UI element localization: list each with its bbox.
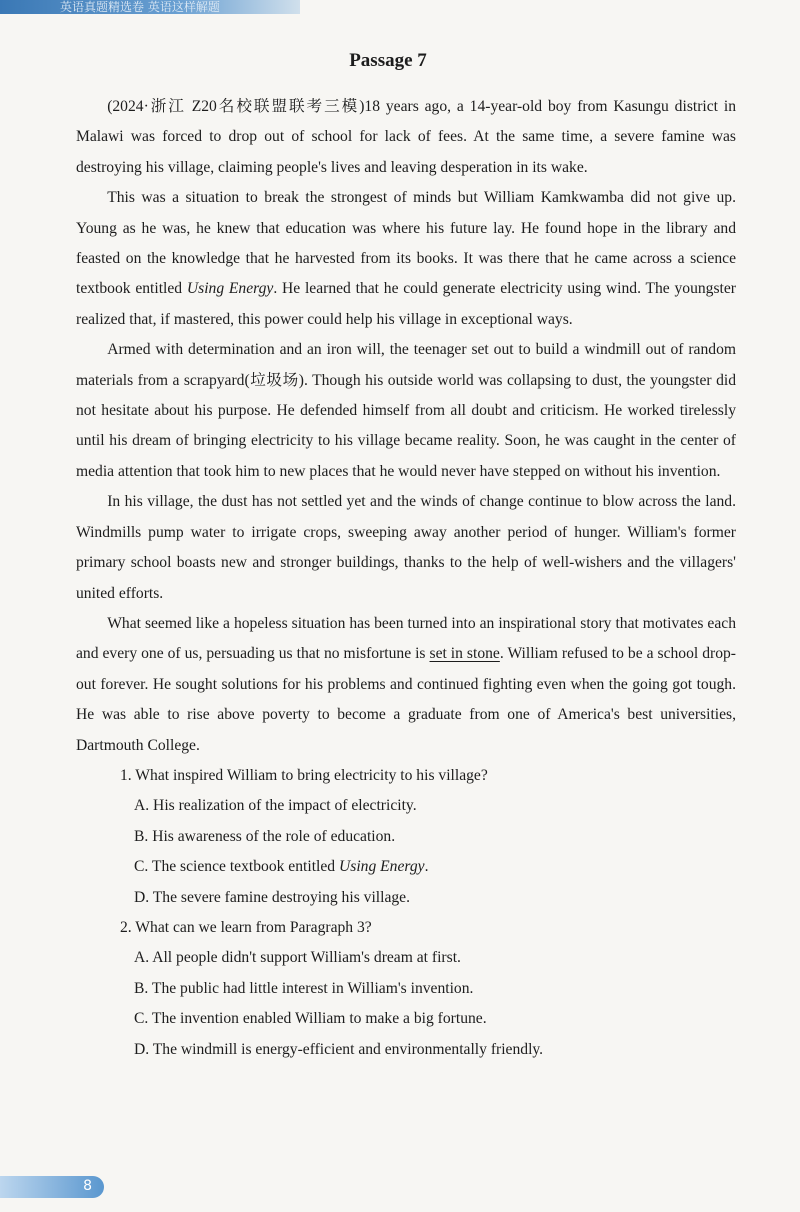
paragraph-5-after: . William refused to be a school drop-out forever. He sought solutions for his problems and continued fighting even when the going got tough. He was able to rise above poverty to become a graduate from one of America's best universities, Dartmouth College. bbox=[76, 645, 736, 754]
question-2-option-c[interactable]: C. The invention enabled William to make a big fortune. bbox=[134, 1010, 487, 1028]
paragraph-2-text-end: . He learned that he could generate electricity using wind. The youngster realized that, if mastered, this power could help his village in exceptional ways. bbox=[76, 280, 736, 328]
question-2-option-a[interactable]: A. All people didn't support William's dream at first. bbox=[134, 949, 461, 967]
underlined-phrase: set in stone bbox=[429, 645, 500, 663]
page-number-tab bbox=[0, 1176, 104, 1198]
question-1-option-c-text: C. The science textbook entitled bbox=[134, 858, 339, 876]
question-1-option-c-title: Using Energy bbox=[338, 858, 425, 876]
question-1-option-c[interactable] bbox=[76, 852, 736, 882]
question-1-option-a[interactable]: A. His realization of the impact of electricity. bbox=[134, 797, 417, 815]
header-banner-text: 英语真题精选卷 英语这样解题 bbox=[60, 0, 220, 14]
paragraph-4: In his village, the dust has not settled yet and the winds of change continue to blow across the land. Windmills pump water to irrigate crops, sweeping away another period of hunger. William's former primary school boasts new and stronger buildings, thanks to the help of well-wishers and the villagers' united efforts. bbox=[76, 493, 736, 602]
paragraph-1: (2024·浙江 Z20名校联盟联考三模)18 years ago, a 14-year-old boy from Kasungu district in Malawi was forced to drop out of school for lack of fees. At the same time, a severe famine was destroying his village, claiming people's lives and leaving desperation in its wake. bbox=[76, 98, 736, 176]
page-number: 8 bbox=[83, 1178, 92, 1194]
passage-title: Passage 7 bbox=[349, 50, 427, 71]
question-1-stem: 1. What inspired William to bring electricity to his village? bbox=[120, 766, 488, 784]
paragraph-5-before: What seemed like a hopeless situation has been turned into an inspirational story that motivates each and every one of us, persuading us that no misfortune is bbox=[76, 614, 736, 663]
paragraph-2-text: This was a situation to break the strongest of minds but William Kamkwamba did not give up. Young as he was, he knew that education was where his future lay. He found hope in the library and feasted on the knowledge that he harvested from its books. It was there that he came across a science textbook entitled bbox=[76, 189, 736, 298]
question-1-option-c-end: . bbox=[424, 858, 429, 876]
question-2-option-d[interactable]: D. The windmill is energy-efficient and environmentally friendly. bbox=[134, 1040, 544, 1058]
question-1-option-b[interactable]: B. His awareness of the role of education. bbox=[134, 827, 396, 845]
question-1-option-d[interactable]: D. The severe famine destroying his village. bbox=[134, 888, 410, 906]
passage-content bbox=[76, 92, 736, 1065]
header-banner bbox=[0, 0, 300, 14]
paragraph-5 bbox=[76, 609, 736, 761]
book-title: Using Energy bbox=[186, 280, 274, 298]
question-2-option-b[interactable]: B. The public had little interest in William's invention. bbox=[134, 979, 474, 997]
paragraph-2 bbox=[76, 183, 736, 335]
paragraph-3: Armed with determination and an iron will, the teenager set out to build a windmill out of random materials from a scrapyard(垃圾场). Though his outside world was collapsing to dust, the youngster did not hesitate about his purpose. He defended himself from all doubt and criticism. He worked tirelessly until his dream of bringing electricity to his village became reality. Soon, he was caught in the center of media attention that took him to new places that he would never have stepped on without his invention. bbox=[76, 341, 736, 480]
question-2-stem: 2. What can we learn from Paragraph 3? bbox=[120, 918, 372, 936]
